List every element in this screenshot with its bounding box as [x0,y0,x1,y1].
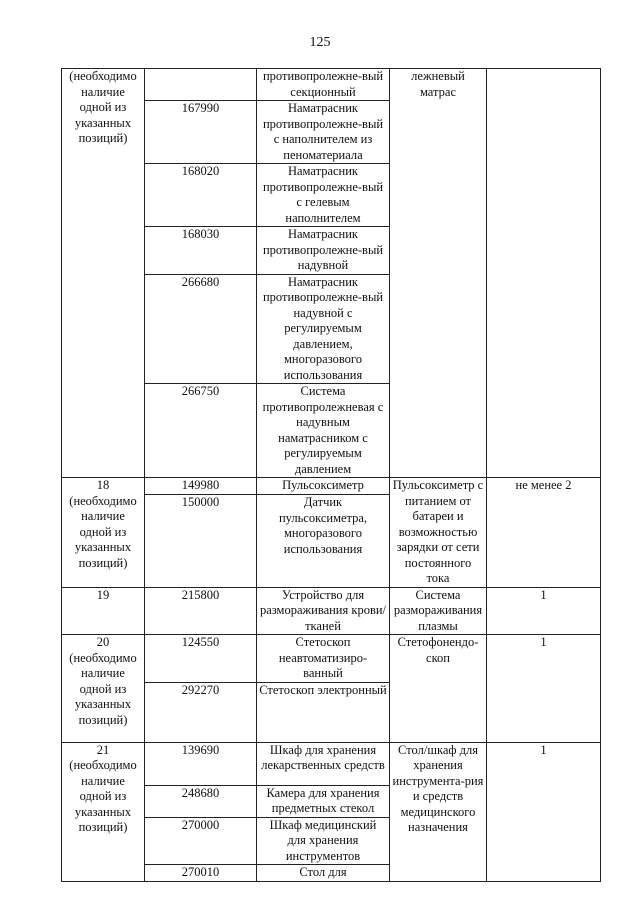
code-cell: 124550 [145,635,257,683]
name-cell: Наматрасник противопролежне-вый надувной с регулируемым давлением, многоразового использования [257,274,390,384]
name-cell: Шкаф для хранения лекарственных средств [257,742,390,785]
name-cell: Наматрасник противопролежне-вый с наполнителем из пеноматериала [257,101,390,164]
item-cell: Пульсоксиметр с питанием от батареи и возможностью зарядки от сети постоянного тока [390,478,487,588]
group-number-cell: 21 (необходимо наличие одной из указанных позиций) [62,742,145,881]
code-cell: 266680 [145,274,257,384]
name-cell: Датчик пульсоксиметра, многоразового использования [257,495,390,587]
name-cell: противопролежне-вый секционный [257,69,390,101]
name-cell: Стетоскоп электронный [257,682,390,742]
item-cell: Стетофонендо-скоп [390,635,487,743]
equipment-table [61,68,601,882]
table-row [62,478,601,495]
name-cell: Устройство для размораживания крови/тканей [257,587,390,635]
item-cell: лежневый матрас [390,69,487,478]
code-cell: 270010 [145,865,257,882]
group-number-cell: 19 [62,587,145,635]
code-cell: 149980 [145,478,257,495]
quantity-cell: не менее 2 [487,478,601,588]
table-row [62,69,601,101]
code-cell: 168030 [145,227,257,275]
table-row [62,742,601,785]
table-row [62,635,601,683]
code-cell: 248680 [145,785,257,817]
quantity-cell: 1 [487,635,601,743]
code-cell: 139690 [145,742,257,785]
name-cell: Пульсоксиметр [257,478,390,495]
item-cell: Стол/шкаф для хранения инструмента-рия и средств медицинского назначения [390,742,487,881]
code-cell [145,69,257,101]
quantity-cell: 1 [487,742,601,881]
page-number: 125 [309,35,331,50]
quantity-cell: 1 [487,587,601,635]
code-cell: 266750 [145,384,257,478]
group-number-cell: 20 (необходимо наличие одной из указанных позиций) [62,635,145,743]
name-cell: Наматрасник противопролежне-вый с гелевым наполнителем [257,164,390,227]
name-cell: Наматрасник противопролежне-вый надувной [257,227,390,275]
code-cell: 168020 [145,164,257,227]
item-cell: Система размораживания плазмы [390,587,487,635]
table-row [62,587,601,635]
quantity-cell [487,69,601,478]
name-cell: Стол для [257,865,390,882]
name-cell: Стетоскоп неавтоматизиро-ванный [257,635,390,683]
code-cell: 167990 [145,101,257,164]
group-number-cell: (необходимо наличие одной из указанных позиций) [62,69,145,478]
code-cell: 215800 [145,587,257,635]
name-cell: Шкаф медицинский для хранения инструментов [257,817,390,865]
group-number-cell: 18 (необходимо наличие одной из указанных позиций) [62,478,145,588]
code-cell: 292270 [145,682,257,742]
code-cell: 150000 [145,495,257,587]
name-cell: Камера для хранения предметных стекол [257,785,390,817]
code-cell: 270000 [145,817,257,865]
name-cell: Система противопролежневая с надувным наматрасником с регулируемым давлением [257,384,390,478]
